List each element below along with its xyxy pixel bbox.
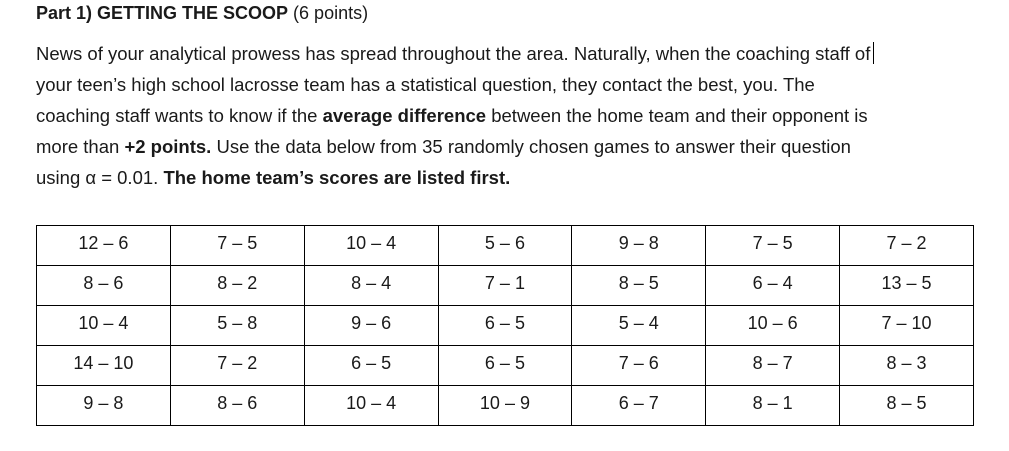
score-cell: 10 – 4	[304, 386, 438, 426]
score-cell: 8 – 6	[37, 266, 171, 306]
table-row	[37, 346, 974, 386]
score-cell: 8 – 7	[706, 346, 840, 386]
score-cell: 9 – 6	[304, 306, 438, 346]
score-cell: 12 – 6	[37, 226, 171, 266]
score-cell: 6 – 5	[438, 346, 572, 386]
score-cell: 7 – 5	[706, 226, 840, 266]
paragraph-line-4-end: Use the data below from 35 randomly chosen games to answer their question	[211, 136, 851, 157]
paragraph-line-5-start: using α = 0.01.	[36, 167, 164, 188]
part-points: (6 points)	[288, 3, 369, 23]
paragraph-line-1	[36, 38, 971, 69]
part-title: Part 1) GETTING THE SCOOP	[36, 3, 289, 23]
score-cell: 5 – 8	[170, 306, 304, 346]
paragraph-line-4	[36, 131, 971, 162]
part-heading	[36, 2, 368, 24]
score-cell: 10 – 6	[706, 306, 840, 346]
score-cell: 7 – 1	[438, 266, 572, 306]
table-row	[37, 306, 974, 346]
score-cell: 8 – 6	[170, 386, 304, 426]
emphasis-home-team-first: The home team’s scores are listed first.	[163, 167, 511, 188]
emphasis-plus-two-points: +2 points.	[124, 136, 212, 157]
score-cell: 13 – 5	[840, 266, 974, 306]
score-cell: 10 – 4	[304, 226, 438, 266]
score-cell: 6 – 7	[572, 386, 706, 426]
problem-paragraph	[36, 38, 971, 193]
score-cell: 8 – 5	[840, 386, 974, 426]
table-row	[37, 266, 974, 306]
score-cell: 8 – 1	[706, 386, 840, 426]
score-cell: 5 – 6	[438, 226, 572, 266]
score-cell: 7 – 5	[170, 226, 304, 266]
score-cell: 10 – 9	[438, 386, 572, 426]
score-cell: 6 – 5	[438, 306, 572, 346]
score-cell: 9 – 8	[37, 386, 171, 426]
score-cell: 6 – 5	[304, 346, 438, 386]
paragraph-line-2: your teen’s high school lacrosse team has a statistical question, they contact the best, you. The	[36, 74, 815, 95]
text-cursor	[873, 42, 874, 64]
paragraph-line-4-start: more than	[36, 136, 125, 157]
paragraph-line-3-start: coaching staff wants to know if the	[36, 105, 323, 126]
score-cell: 7 – 10	[840, 306, 974, 346]
scores-table	[36, 225, 974, 426]
score-cell: 8 – 2	[170, 266, 304, 306]
score-cell: 9 – 8	[572, 226, 706, 266]
score-cell: 7 – 6	[572, 346, 706, 386]
score-cell: 6 – 4	[706, 266, 840, 306]
score-cell: 7 – 2	[840, 226, 974, 266]
emphasis-average-difference: average difference	[322, 105, 487, 126]
paragraph-line-5	[36, 162, 971, 193]
score-cell: 5 – 4	[572, 306, 706, 346]
table-row	[37, 386, 974, 426]
table-row	[37, 226, 974, 266]
paragraph-line-3	[36, 100, 971, 131]
score-cell: 8 – 4	[304, 266, 438, 306]
score-cell: 10 – 4	[37, 306, 171, 346]
paragraph-line-1-text: News of your analytical prowess has spread throughout the area. Naturally, when the coaching staff of	[36, 43, 871, 64]
score-cell: 7 – 2	[170, 346, 304, 386]
paragraph-line-3-end: between the home team and their opponent is	[486, 105, 868, 126]
score-cell: 8 – 3	[840, 346, 974, 386]
score-cell: 14 – 10	[37, 346, 171, 386]
score-cell: 8 – 5	[572, 266, 706, 306]
